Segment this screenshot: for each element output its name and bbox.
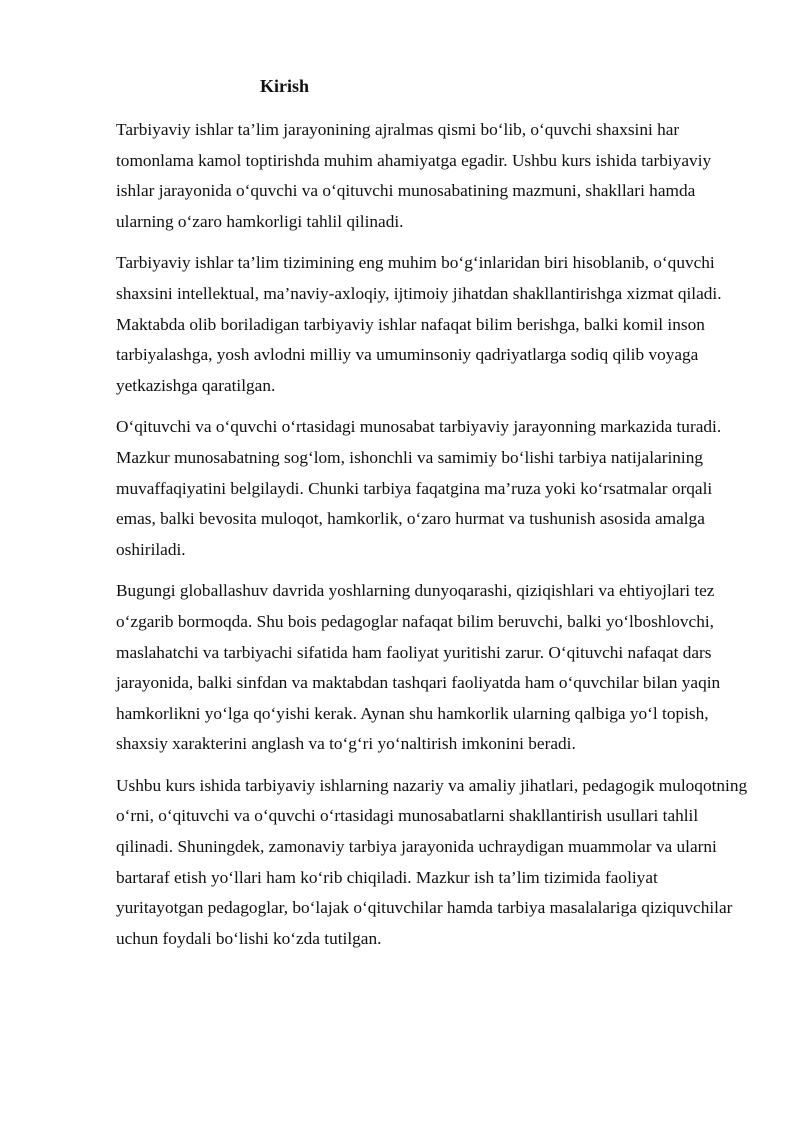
paragraph-3: O‘qituvchi va o‘quvchi o‘rtasidagi munosabat tarbiyaviy jarayonning markazida turadi. Mazkur munosabatning sog‘lom, ishonchli va samimiy bo‘lishi tarbiya natijalarining muvaffaqiyatini belgilaydi. Chunki tarbiya faqatgina ma’ruza yoki ko‘rsatmalar orqali emas, balki bevosita muloqot, hamkorlik, o‘zaro hurmat va tushunish asosida amalga oshiriladi.	[116, 417, 722, 559]
document-body	[116, 115, 748, 965]
paragraph-2: Tarbiyaviy ishlar ta’lim tizimining eng muhim bo‘g‘inlaridan biri hisoblanib, o‘quvchi shaxsini intellektual, ma’naviy-axloqiy, ijtimoiy jihatdan shakllantirishga xizmat qiladi. Maktabda olib boriladigan tarbiyaviy ishlar nafaqat bilim berishga, balki komil inson tarbiyalashga, yosh avlodni milliy va umuminsoniy qadriyatlarga sodiq qilib voyaga yetkazishga qaratilgan.	[116, 253, 722, 395]
page-title: Kirish	[260, 76, 310, 96]
paragraph-4: Bugungi globallashuv davrida yoshlarning dunyoqarashi, qiziqishlari va ehtiyojlari tez o‘zgarib bormoqda. Shu bois pedagoglar nafaqat bilim beruvchi, balki yo‘lboshlovchi, maslahatchi va tarbiyachi sifatida ham faoliyat yuritishi zarur. O‘qituvchi nafaqat dars jarayonida, balki sinfdan va maktabdan tashqari faoliyatda ham o‘quvchilar bilan yaqin hamkorlikni yo‘lga qo‘yishi kerak. Aynan shu hamkorlik ularning qalbiga yo‘l topish, shaxsiy xarakterini anglash va to‘g‘ri yo‘naltirish imkonini beradi.	[116, 581, 721, 754]
paragraph-1: Tarbiyaviy ishlar ta’lim jarayonining ajralmas qismi bo‘lib, o‘quvchi shaxsini har tomonlama kamol toptirishda muhim ahamiyatga egadir. Ushbu kurs ishida tarbiyaviy ishlar jarayonida o‘quvchi va o‘qituvchi munosabatining mazmuni, shakllari hamda ularning o‘zaro hamkorligi tahlil qilinadi.	[116, 120, 712, 231]
paragraph-5: Ushbu kurs ishida tarbiyaviy ishlarning nazariy va amaliy jihatlari, pedagogik muloqotning o‘rni, o‘qituvchi va o‘quvchi o‘rtasidagi munosabatlarni shakllantirish usullari tahlil qilinadi. Shuningdek, zamonaviy tarbiya jarayonida uchraydigan muammolar va ularni bartaraf etish yo‘llari ham ko‘rib chiqiladi. Mazkur ish ta’lim tizimida faoliyat yuritayotgan pedagoglar, bo‘lajak o‘qituvchilar hamda tarbiya masalalariga qiziquvchilar uchun foydali bo‘lishi ko‘zda tutilgan.	[116, 775, 748, 948]
